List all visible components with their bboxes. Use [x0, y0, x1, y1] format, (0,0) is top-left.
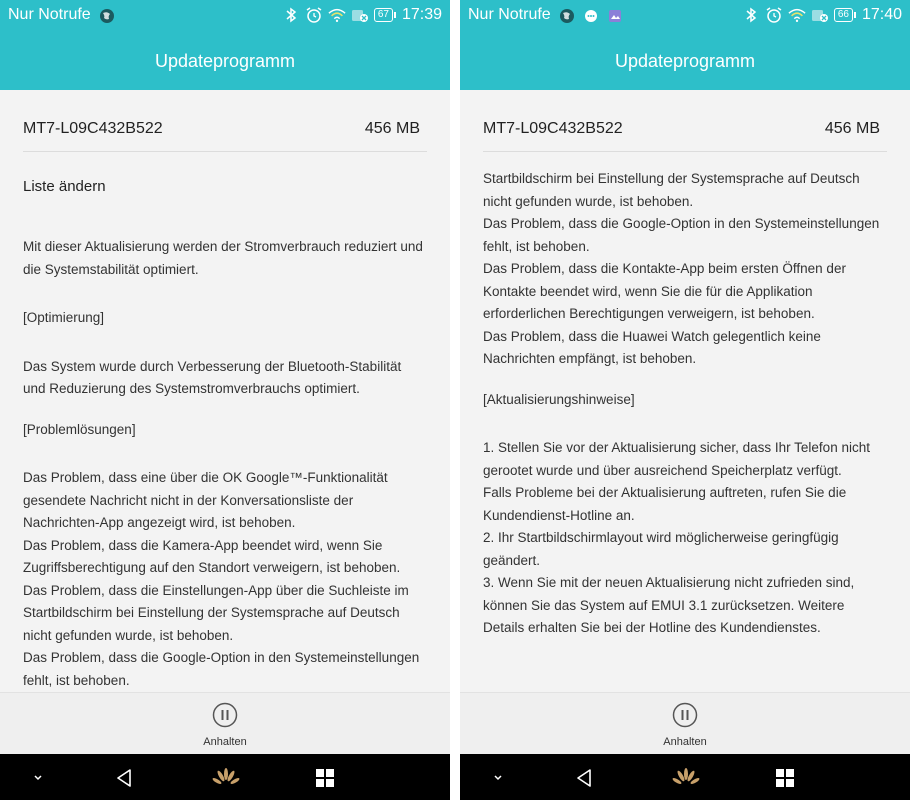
back-icon[interactable]: [573, 766, 597, 790]
clock: 17:40: [861, 6, 902, 23]
wifi-icon: [788, 6, 806, 24]
pause-button[interactable]: [203, 702, 247, 750]
section-header-fixes: [Problemlösungen]: [23, 421, 136, 437]
notes-fix-4: Das Problem, dass die Google-Option in den Systemeinstellungen fehlt, ist behoben.: [23, 650, 420, 688]
section-header-optimization: [Optimierung]: [23, 310, 105, 325]
alarm-icon: [765, 6, 783, 24]
release-notes-scroll[interactable]: [0, 90, 450, 692]
notes-hint-3: 3. Wenn Sie mit der neuen Aktualisierung nicht zufrieden sind, können Sie das System auf EMUI 3.1 zurücksetzen. Weitere Details erhalten Sie bei der Hotline des Kundendienstes.: [483, 575, 855, 635]
page-title: Updateprogramm: [460, 32, 910, 90]
clock: 17:39: [401, 6, 442, 23]
size-label: 456 MB: [824, 120, 880, 137]
huawei-logo-icon[interactable]: [211, 766, 241, 790]
no-sim-icon: [351, 6, 369, 24]
change-list-title: Liste ändern: [23, 178, 106, 195]
chevron-down-icon[interactable]: [486, 766, 510, 790]
chevron-down-icon[interactable]: [26, 766, 50, 790]
huawei-logo-icon[interactable]: [671, 766, 701, 790]
notes-intro: Mit dieser Aktualisierung werden der Stromverbrauch reduziert und die Systemstabilität optimiert.: [23, 239, 423, 277]
bluetooth-icon: [282, 6, 300, 24]
pause-icon: [672, 702, 698, 733]
notes-fix-1: Das Problem, dass eine über die OK Google™-Funktionalität gesendete Nachricht nicht in der Konversationsliste der Nachrichten-App angezeigt wird, ist behoben.: [23, 470, 388, 530]
release-notes-scroll[interactable]: [460, 90, 910, 692]
version-row: [483, 118, 887, 152]
back-icon[interactable]: [113, 766, 137, 790]
notes-hint-1b: Falls Probleme bei der Aktualisierung auftreten, rufen Sie die Kundendienst-Hotline an.: [483, 485, 847, 523]
pause-icon: [212, 702, 238, 733]
alarm-icon: [305, 6, 323, 24]
bottom-action-bar: [0, 692, 450, 754]
image-icon: [606, 7, 624, 25]
system-nav-bar: [460, 754, 910, 800]
notes-hint-2: 2. Ihr Startbildschirmlayout wird möglicherweise geringfügig geändert.: [483, 530, 839, 568]
bottom-action-bar: [460, 692, 910, 754]
notes-fix-2: Das Problem, dass die Kamera-App beendet wird, wenn Sie Zugriffsberechtigung auf den Standort verweigern, ist behoben.: [23, 537, 401, 575]
version-label: MT7-L09C432B522: [483, 120, 623, 137]
system-nav-bar: [0, 754, 450, 800]
battery-indicator: 67: [374, 8, 393, 22]
status-bar: [0, 0, 450, 32]
pause-label: Anhalten: [203, 736, 247, 748]
grid-icon[interactable]: [313, 766, 337, 790]
release-notes: [483, 168, 884, 640]
notes-fix-4: Das Problem, dass die Google-Option in den Systemeinstellungen fehlt, ist behoben.: [483, 216, 880, 254]
no-sim-icon: [811, 6, 829, 24]
phone-right: [460, 0, 910, 800]
battery-indicator: 66: [834, 8, 853, 22]
release-notes: [23, 236, 424, 692]
notes-fix-3: Das Problem, dass die Einstellungen-App über die Suchleiste im Startbildschirm bei Einstellung der Systemsprache auf Deutsch nicht gefunden wurde, ist behoben.: [23, 582, 409, 643]
notes-fix-6: Das Problem, dass die Huawei Watch gelegentlich keine Nachrichten empfängt, ist behoben.: [483, 328, 821, 366]
notes-fix-3-cont: Startbildschirm bei Einstellung der Systemsprache auf Deutsch nicht gefunden wurde, ist behoben.: [483, 171, 860, 209]
section-header-hints: [Aktualisierungshinweise]: [483, 391, 635, 407]
pause-button[interactable]: [663, 702, 707, 750]
pause-label: Anhalten: [663, 736, 707, 748]
carrier-label: Nur Notrufe: [8, 6, 91, 23]
wifi-icon: [328, 6, 346, 24]
bluetooth-icon: [742, 6, 760, 24]
page-title: Updateprogramm: [0, 32, 450, 90]
notes-optimization: Das System wurde durch Verbesserung der Bluetooth-Stabilität und Reduzierung des Systemstromverbrauchs optimiert.: [23, 358, 402, 396]
phone-left: [0, 0, 450, 800]
grid-icon[interactable]: [773, 766, 797, 790]
status-bar: [460, 0, 910, 32]
version-row: [23, 118, 427, 152]
globe-icon: [558, 7, 576, 25]
size-label: 456 MB: [364, 120, 420, 137]
notes-hint-1: 1. Stellen Sie vor der Aktualisierung sicher, dass Ihr Telefon nicht gerootet wurde und über ausreichend Speicherplatz verfügt.: [483, 440, 870, 478]
carrier-label: Nur Notrufe: [468, 6, 551, 23]
globe-icon: [98, 7, 116, 25]
chat-icon: [582, 7, 600, 25]
version-label: MT7-L09C432B522: [23, 120, 163, 137]
notes-fix-5: Das Problem, dass die Kontakte-App beim ersten Öffnen der Kontakte beendet wird, wenn Sie die für die Applikation erforderlichen Berechtigungen verweigern, ist behoben.: [483, 261, 846, 321]
